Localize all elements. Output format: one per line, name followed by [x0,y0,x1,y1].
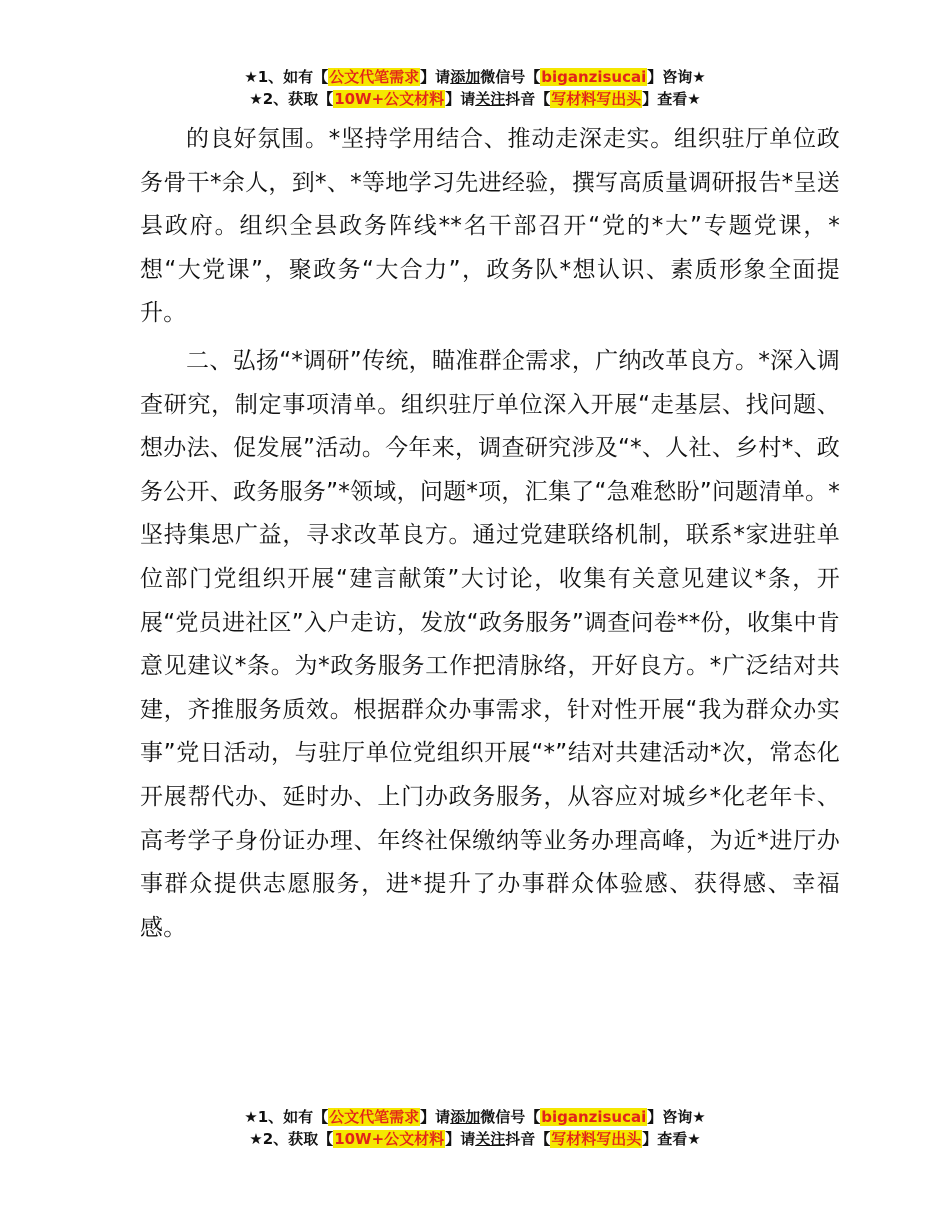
footer-banner [0,1106,950,1150]
footer-text: ★2、获取【 [249,1130,334,1148]
header-text: 】请 [420,68,451,86]
footer-line-2 [0,1128,950,1150]
underlined-text: 添加 [450,68,481,86]
header-line-1 [0,66,950,88]
header-text: ★2、获取【 [249,90,334,108]
highlight-text: 10W+公文材料 [334,1130,445,1148]
footer-text: 】请 [420,1108,451,1126]
footer-text: 抖音【 [505,1130,551,1148]
footer-text: 】查看★ [642,1130,701,1148]
highlight-text: 公文代笔需求 [329,1108,420,1126]
footer-text: 微信号【 [480,1108,541,1126]
body-paragraph: 二、弘扬“*调研”传统，瞄准群企需求，广纳改革良方。*深入调查研究，制定事项清单。组织驻厅单位深入开展“走基层、找问题、想办法、促发展”活动。今年来，调查研究涉及“*、人社、乡村*、政务公开、政务服务”*领域，问题*项，汇集了“急难愁盼”问题清单。*坚持集思广益，寻求改革良方。通过党建联络机制，联系*家进驻单位部门党组织开展“建言献策”大讨论，收集有关意见建议*条，开展“党员进社区”入户走访，发放“政务服务”调查问卷**份，收集中肯意见建议*条。为*政务服务工作把清脉络，开好良方。*广泛结对共建，齐推服务质效。根据群众办事需求，针对性开展“我为群众办实事”党日活动，与驻厅单位党组织开展“*”结对共建活动*次，常态化开展帮代办、延时办、上门办政务服务，从容应对城乡*化老年卡、高考学子身份证办理、年终社保缴纳等业务办理高峰，为近*进厅办事群众提供志愿服务，进*提升了办事群众体验感、获得感、幸福感。 [140,347,840,941]
underlined-text: 关注 [475,1130,506,1148]
header-text: ★1、如有【 [244,68,329,86]
header-text: 】查看★ [642,90,701,108]
document-body [140,118,840,950]
header-line-2 [0,88,950,110]
underlined-text: 关注 [475,90,506,108]
highlight-text: biganzisucai [541,68,647,86]
highlight-text: biganzisucai [541,1108,647,1126]
footer-text: ★1、如有【 [244,1108,329,1126]
header-text: 】咨询★ [647,68,706,86]
footer-text: 】咨询★ [647,1108,706,1126]
highlight-text: 10W+公文材料 [334,90,445,108]
underlined-text: 添加 [450,1108,481,1126]
header-banner [0,66,950,110]
highlight-text: 公文代笔需求 [329,68,420,86]
highlight-text: 写材料写出头 [551,90,642,108]
footer-text: 】请 [445,1130,476,1148]
highlight-text: 写材料写出头 [551,1130,642,1148]
footer-line-1 [0,1106,950,1128]
header-text: 抖音【 [505,90,551,108]
body-paragraph: 的良好氛围。*坚持学用结合、推动走深走实。组织驻厅单位政务骨干*余人，到*、*等地学习先进经验，撰写高质量调研报告*呈送县政府。组织全县政务阵线**名干部召开“党的*大”专题党课，*想“大党课”，聚政务“大合力”，政务队*想认识、素质形象全面提升。 [140,126,840,327]
header-text: 微信号【 [480,68,541,86]
header-text: 】请 [445,90,476,108]
